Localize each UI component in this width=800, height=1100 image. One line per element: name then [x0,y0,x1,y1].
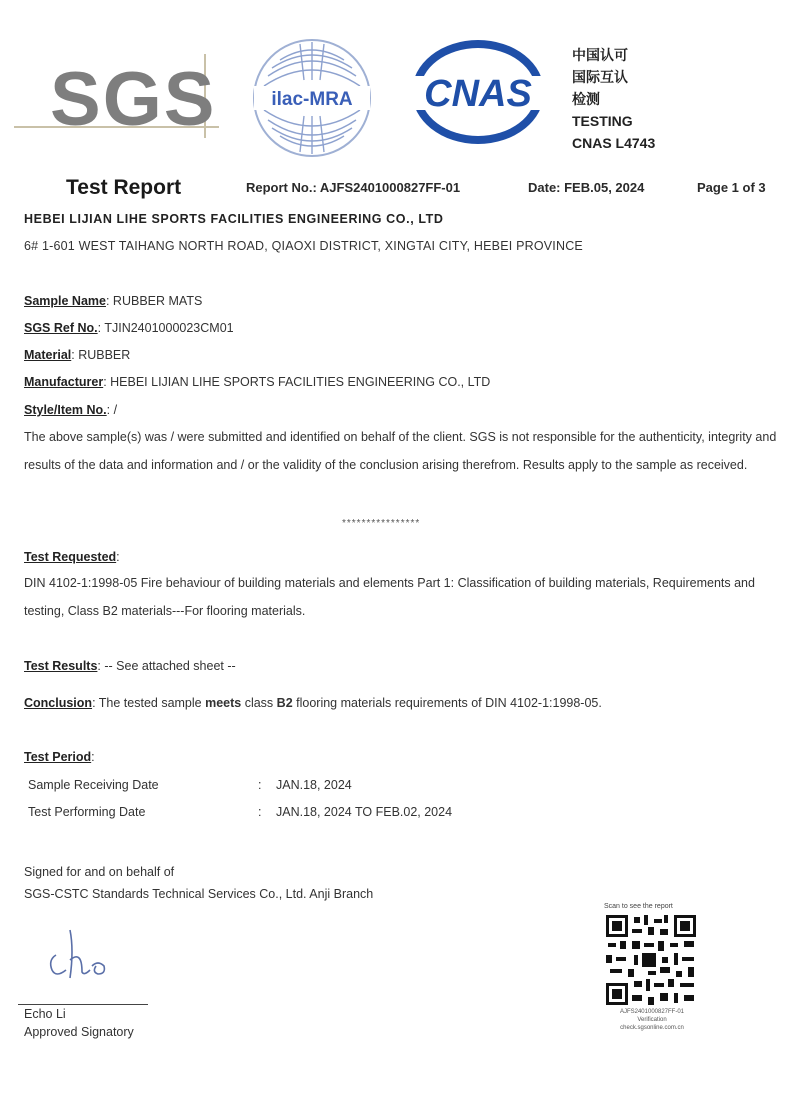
cnas-line-testing: TESTING [572,113,633,129]
report-date: Date: FEB.05, 2024 [528,180,645,195]
cnas-line-cn2: 国际互认 [572,69,628,85]
sample-name-value: : RUBBER MATS [105,294,203,308]
conclusion-meets: meets [205,696,242,710]
ilac-logo-text: ilac-MRA [271,89,353,110]
section-divider: **************** [342,518,421,529]
signed-on-behalf-text: Signed for and on behalf of [24,865,175,879]
qr-url: check.sgsonline.com.cn [620,1025,684,1031]
sgs-ref-label: SGS Ref No. [24,321,98,335]
conclusion-class: B2 [276,696,293,710]
performing-date-colon: : [258,805,262,819]
test-period-heading [24,750,95,764]
report-title: Test Report [66,176,182,199]
qr-caption: Scan to see the report [604,903,673,910]
style-item-field [24,403,117,417]
receiving-date-value: JAN.18, 2024 [276,778,352,792]
test-requested-label: Test Requested [24,550,117,564]
cnas-line-cn1: 中国认可 [572,47,628,63]
conclusion-field [24,696,602,710]
sample-name-field [24,294,202,308]
cnas-line-cn3: 检测 [572,91,600,107]
qr-verification: Verification [637,1017,667,1023]
ilac-mra-logo [250,36,374,160]
test-requested-heading [24,550,120,564]
client-address: 6# 1-601 WEST TAIHANG NORTH ROAD, QIAOXI DISTRICT, XINGTAI CITY, HEBEI PROVINCE [24,239,583,253]
signature-glyph-text: Echo [26,910,29,911]
receiving-date-colon: : [258,778,262,792]
performing-date-label: Test Performing Date [28,805,146,819]
style-item-label: Style/Item No. [24,403,107,417]
test-period-colon: : [91,750,95,764]
performing-date-value: JAN.18, 2024 TO FEB.02, 2024 [276,805,453,819]
receiving-date-label: Sample Receiving Date [28,778,159,792]
cnas-accreditation-text [572,44,655,154]
sgs-logo [14,52,219,140]
report-number: Report No.: AJFS2401000827FF-01 [246,180,461,195]
signing-company-text: SGS-CSTC Standards Technical Services Co., Ltd. Anji Branch [24,887,374,901]
conclusion-label: Conclusion [24,696,93,710]
signature-line [18,1004,148,1005]
style-item-value: : / [106,403,118,417]
signatory-role: Approved Signatory [24,1025,134,1039]
test-period-label: Test Period [24,750,92,764]
test-requested-colon: : [116,550,120,564]
sample-name-label: Sample Name [24,294,106,308]
material-label: Material [24,348,72,362]
test-requested-text: DIN 4102-1:1998-05 Fire behaviour of building materials and elements Part 1: Classification of building materials, Requirements and testing, Class B2 materials---For flooring materials. [24,576,755,618]
qr-code-icon[interactable] [604,913,698,1007]
signatory-name: Echo Li [24,1007,66,1021]
sgs-ref-field [24,321,234,335]
manufacturer-label: Manufacturer [24,375,104,389]
qr-subtext [600,1008,704,1032]
cnas-line-number: CNAS L4743 [572,135,656,151]
conclusion-text-3: flooring materials requirements of DIN 4102-1:1998-05. [292,696,602,710]
test-results-field [24,659,236,673]
sgs-logo-text: SGS [50,57,217,142]
conclusion-text-2: class [241,696,277,710]
manufacturer-value: : HEBEI LIJIAN LIHE SPORTS FACILITIES ENGINEERING CO., LTD [103,375,491,389]
material-field [24,348,130,362]
conclusion-text-1: : The tested sample [92,696,206,710]
qr-report-number: AJFS2401000827FF-01 [619,1009,685,1015]
material-value: : RUBBER [71,348,131,362]
client-name: HEBEI LIJIAN LIHE SPORTS FACILITIES ENGINEERING CO., LTD [24,212,444,226]
cnas-logo [408,36,548,148]
page-indicator: Page 1 of 3 [697,180,766,195]
test-results-label: Test Results [24,659,98,673]
sgs-ref-value: : TJIN2401000023CM01 [97,321,234,335]
disclaimer-text: The above sample(s) was / were submitted and identified on behalf of the client. SGS is not responsible for the authenticity, integrity and results of the data and information and / or the validity of the conclusion arising therefrom. Results apply to the sample as received. [24,430,777,472]
manufacturer-field [24,375,490,389]
handwritten-signature [26,910,136,1000]
test-results-value: : -- See attached sheet -- [97,659,236,673]
cnas-logo-text: CNAS [424,73,532,115]
